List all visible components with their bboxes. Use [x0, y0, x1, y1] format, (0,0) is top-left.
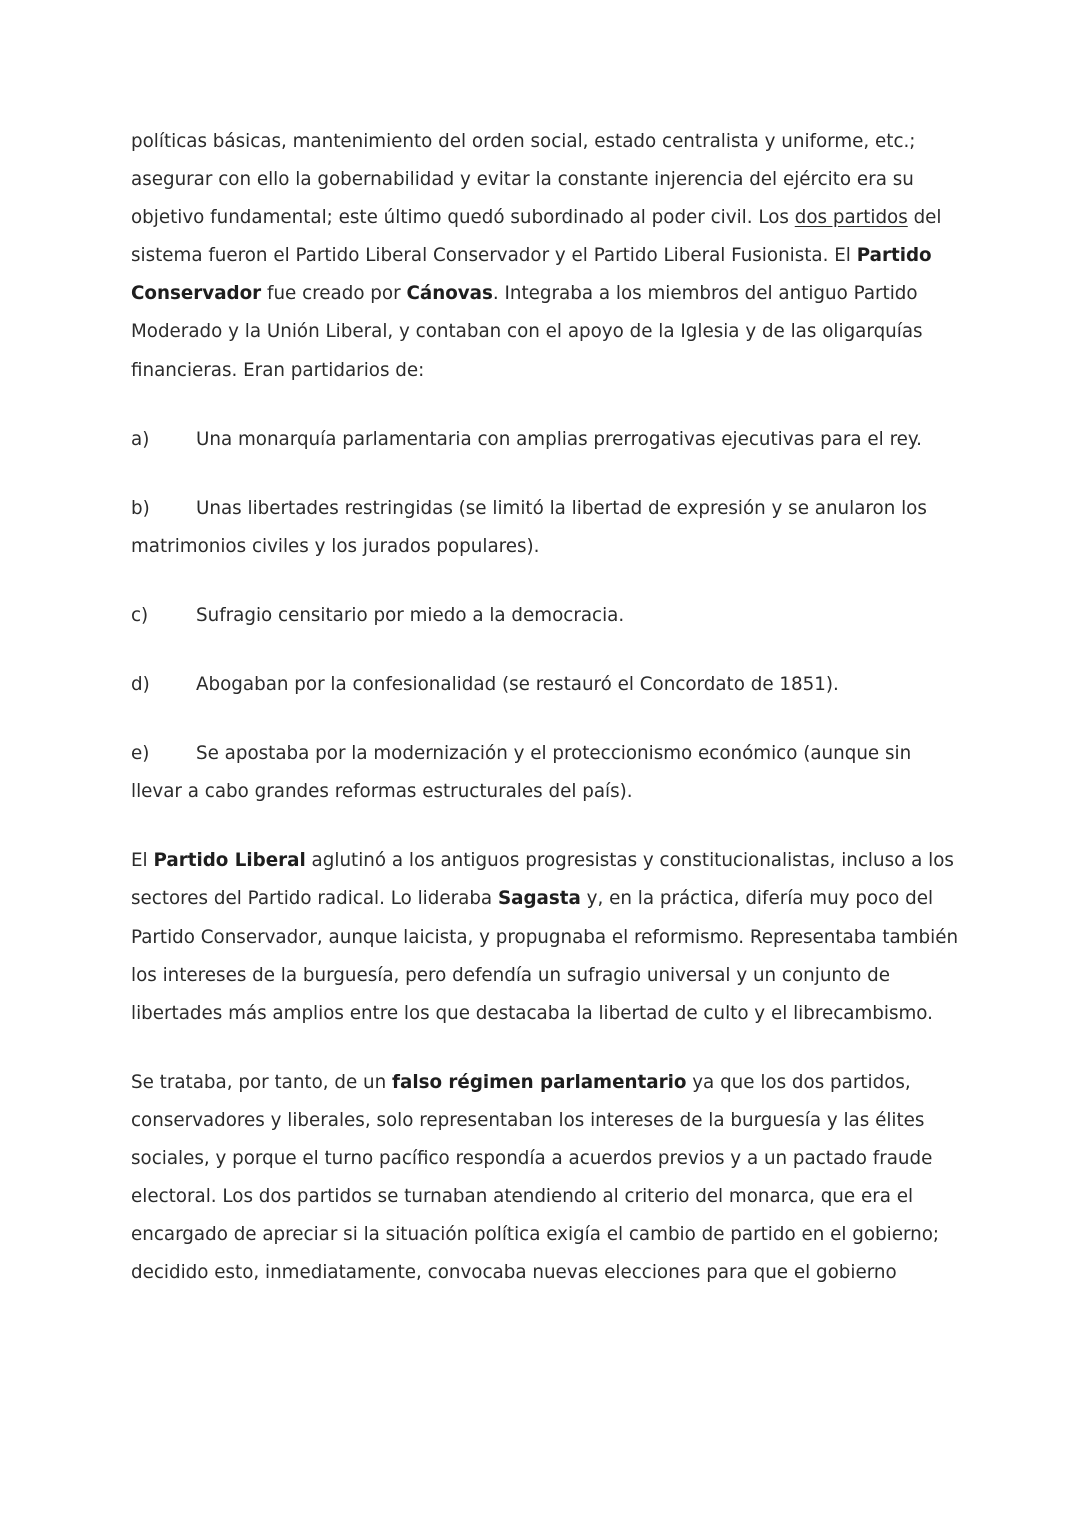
list-marker: d)	[131, 674, 150, 696]
list-item-c	[131, 597, 961, 635]
list-item-text: Una monarquía parlamentaria con amplias prerrogativas ejecutivas para el rey.	[196, 428, 922, 450]
bold-term: falso régimen parlamentario	[392, 1071, 687, 1093]
list-item-d	[131, 666, 961, 704]
text-run: ya que los dos partidos, conservadores y liberales, solo representaban los intereses de la burguesía y las élites sociales, y porque el turno pacífico respondía a acuerdos previos y a un pactado fraude electoral. Los dos partidos se turnaban atendiendo al criterio del monarca, que era el encargado de apreciar si la situación política exigía el cambio de partido en el gobierno; decidido esto, inmediatamente, convocaba nuevas elecciones para que el gobierno	[131, 1071, 940, 1284]
document-body	[131, 123, 961, 1292]
bold-term: Cánovas	[406, 283, 493, 305]
list-marker: b)	[131, 497, 150, 519]
list-item-e	[131, 735, 961, 811]
liberal-party-paragraph	[131, 842, 961, 1032]
bold-term: Sagasta	[497, 888, 581, 910]
text-run: y, en la práctica, difería muy poco del Partido Conservador, aunque laicista, y propugnaba el reformismo. Representaba también los intereses de la burguesía, pero defendía un sufragio universal y un conjunto de libertades más amplios entre los que destacaba la libertad de culto y el librecambismo.	[131, 888, 959, 1024]
list-item-a	[131, 421, 961, 459]
underlined-term: dos partidos	[794, 207, 908, 229]
list-marker: e)	[131, 743, 150, 765]
text-run: . Integraba a los miembros del antiguo Partido Moderado y la Unión Liberal, y contaban con el apoyo de la Iglesia y de las oligarquías financieras. Eran partidarios de:	[131, 283, 923, 381]
text-run: fue creado por	[261, 283, 407, 305]
bold-term: Partido Conservador	[131, 245, 932, 305]
list-item-b	[131, 490, 961, 566]
intro-paragraph	[131, 123, 961, 390]
text-run: del sistema fueron el Partido Liberal Conservador y el Partido Liberal Fusionista. El	[131, 207, 942, 267]
list-item-text: Unas libertades restringidas (se limitó la libertad de expresión y se anularon los matrimonios civiles y los jurados populares).	[131, 497, 927, 557]
list-item-text: Abogaban por la confesionalidad (se restauró el Concordato de 1851).	[196, 674, 839, 696]
text-run: Se trataba, por tanto, de un	[131, 1071, 393, 1093]
text-run: aglutinó a los antiguos progresistas y constitucionalistas, incluso a los sectores del Partido radical. Lo lideraba	[131, 850, 954, 910]
regime-paragraph	[131, 1064, 961, 1293]
list-marker: a)	[131, 428, 150, 450]
text-run: políticas básicas, mantenimiento del orden social, estado centralista y uniforme, etc.; asegurar con ello la gobernabilidad y evitar la constante injerencia del ejército era su objetivo fundamental; este último quedó subordinado al poder civil. Los	[131, 131, 916, 229]
list-item-text: Se apostaba por la modernización y el proteccionismo económico (aunque sin llevar a cabo grandes reformas estructurales del país).	[131, 743, 912, 803]
text-run: El	[131, 850, 154, 872]
bold-term: Partido Liberal	[153, 850, 306, 872]
list-item-text: Sufragio censitario por miedo a la democracia.	[196, 604, 625, 626]
list-marker: c)	[131, 604, 149, 626]
